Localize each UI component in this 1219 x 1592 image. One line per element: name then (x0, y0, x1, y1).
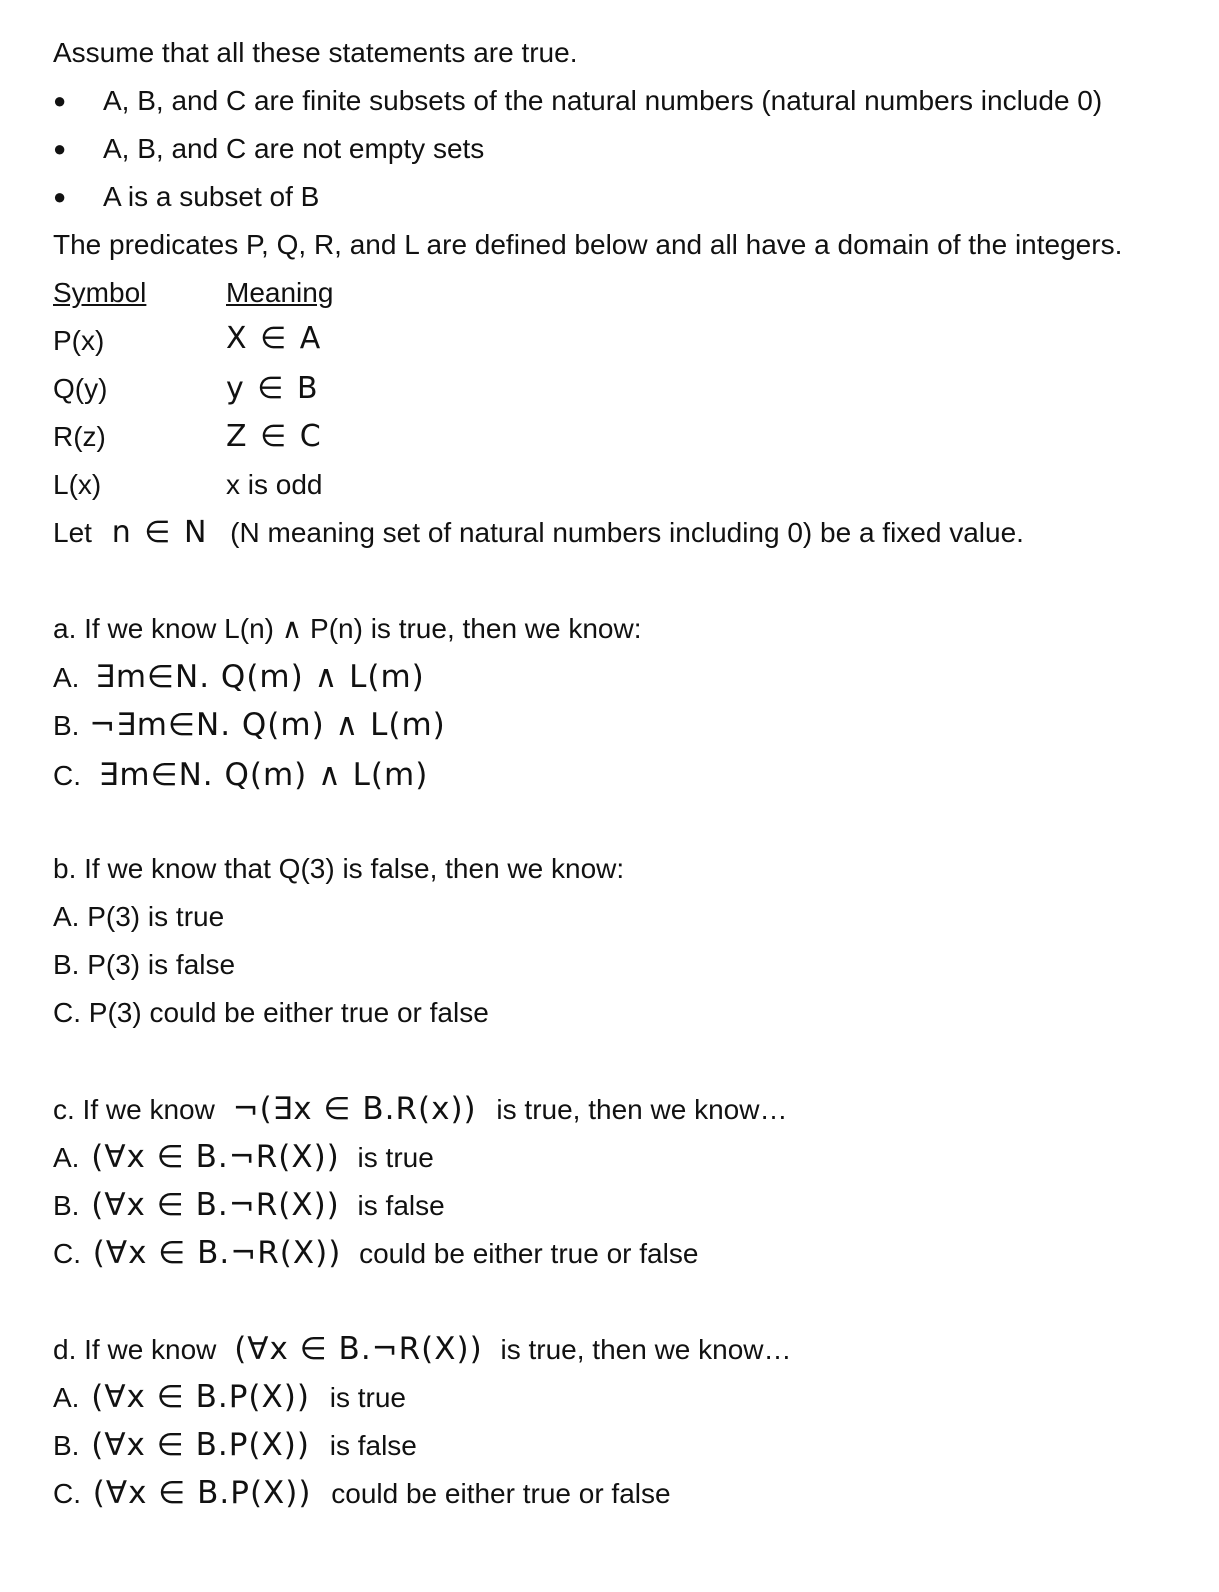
question-expr: (∀x ∈ B.¬R(X)) (234, 1331, 483, 1367)
option-c-C (53, 1236, 698, 1271)
option-label: C. (53, 1478, 81, 1509)
meaning-cell: X ∈ A (226, 321, 323, 356)
option-a-A (53, 660, 425, 695)
option-label: A. (53, 662, 80, 693)
question-suffix: is true, then we know… (500, 1334, 792, 1365)
let-prefix: Let (53, 517, 92, 548)
option-text: is false (357, 1190, 445, 1221)
option-label: A. (53, 1382, 80, 1413)
option-text: could be either true or false (359, 1238, 699, 1269)
option-label: C. (53, 1238, 81, 1269)
option-label: B. (53, 1430, 80, 1461)
option-expr: ∃m∈N. Q(m) ∧ L(m) (95, 659, 425, 695)
option-expr: (∀x ∈ B.¬R(X)) (91, 1187, 340, 1223)
question-expr: ¬(∃x ∈ B.R(x)) (232, 1091, 477, 1127)
question-prefix: d. If we know (53, 1334, 217, 1365)
question-d (53, 1332, 792, 1367)
option-a-B (53, 708, 446, 743)
option-expr: (∀x ∈ B.P(X)) (92, 1475, 312, 1511)
meaning-cell: x is odd (226, 469, 323, 500)
meaning-header: Meaning (226, 277, 334, 308)
let-line (53, 516, 1024, 550)
option-text: is true (357, 1142, 434, 1173)
question-c (53, 1092, 787, 1127)
option-label: B. (53, 1190, 80, 1221)
symbol-cell: R(z) (53, 421, 106, 452)
option-b-C: C. P(3) could be either true or false (53, 997, 489, 1028)
intro-text: Assume that all these statements are true. (53, 37, 578, 68)
bullet-icon: ● (53, 136, 67, 161)
let-suffix: (N meaning set of natural numbers including 0) be a fixed value. (230, 517, 1024, 548)
bullet-item: A, B, and C are not empty sets (103, 133, 485, 164)
option-text: is false (329, 1430, 417, 1461)
question-prefix: c. If we know (53, 1094, 215, 1125)
option-c-B (53, 1188, 445, 1223)
option-b-B: B. P(3) is false (53, 949, 236, 980)
option-expr: (∀x ∈ B.P(X)) (91, 1427, 310, 1463)
question-a: a. If we know L(n) ∧ P(n) is true, then we know: (53, 613, 642, 644)
option-a-C (53, 758, 428, 793)
option-label: A. (53, 1142, 80, 1173)
option-d-A (53, 1380, 406, 1415)
option-text: is true (329, 1382, 406, 1413)
meaning-cell: y ∈ B (226, 371, 320, 406)
option-expr: ¬∃m∈N. Q(m) ∧ L(m) (89, 707, 446, 743)
option-label: B. (53, 710, 80, 741)
symbol-cell: L(x) (53, 469, 102, 500)
predicates-intro: The predicates P, Q, R, and L are defined below and all have a domain of the integers. (53, 229, 1123, 260)
symbol-header: Symbol (53, 277, 147, 308)
question-suffix: is true, then we know… (496, 1094, 788, 1125)
option-expr: (∀x ∈ B.¬R(X)) (91, 1139, 340, 1175)
option-d-C (53, 1476, 671, 1511)
bullet-item: A, B, and C are finite subsets of the natural numbers (natural numbers include 0) (103, 85, 1103, 116)
bullet-item: A is a subset of B (103, 181, 320, 212)
option-expr: ∃m∈N. Q(m) ∧ L(m) (98, 757, 429, 793)
meaning-cell: Z ∈ C (226, 419, 323, 454)
option-b-A: A. P(3) is true (53, 901, 225, 932)
bullet-icon: ● (53, 88, 67, 113)
option-d-B (53, 1428, 417, 1463)
option-text: could be either true or false (331, 1478, 671, 1509)
option-label: C. (53, 760, 81, 791)
bullet-icon: ● (53, 184, 67, 209)
option-expr: (∀x ∈ B.¬R(X)) (92, 1235, 342, 1271)
option-expr: (∀x ∈ B.P(X)) (91, 1379, 310, 1415)
option-c-A (53, 1140, 434, 1175)
symbol-cell: P(x) (53, 325, 105, 356)
question-b: b. If we know that Q(3) is false, then we know: (53, 853, 625, 884)
symbol-cell: Q(y) (53, 373, 108, 404)
let-expr: n ∈ N (111, 515, 209, 550)
